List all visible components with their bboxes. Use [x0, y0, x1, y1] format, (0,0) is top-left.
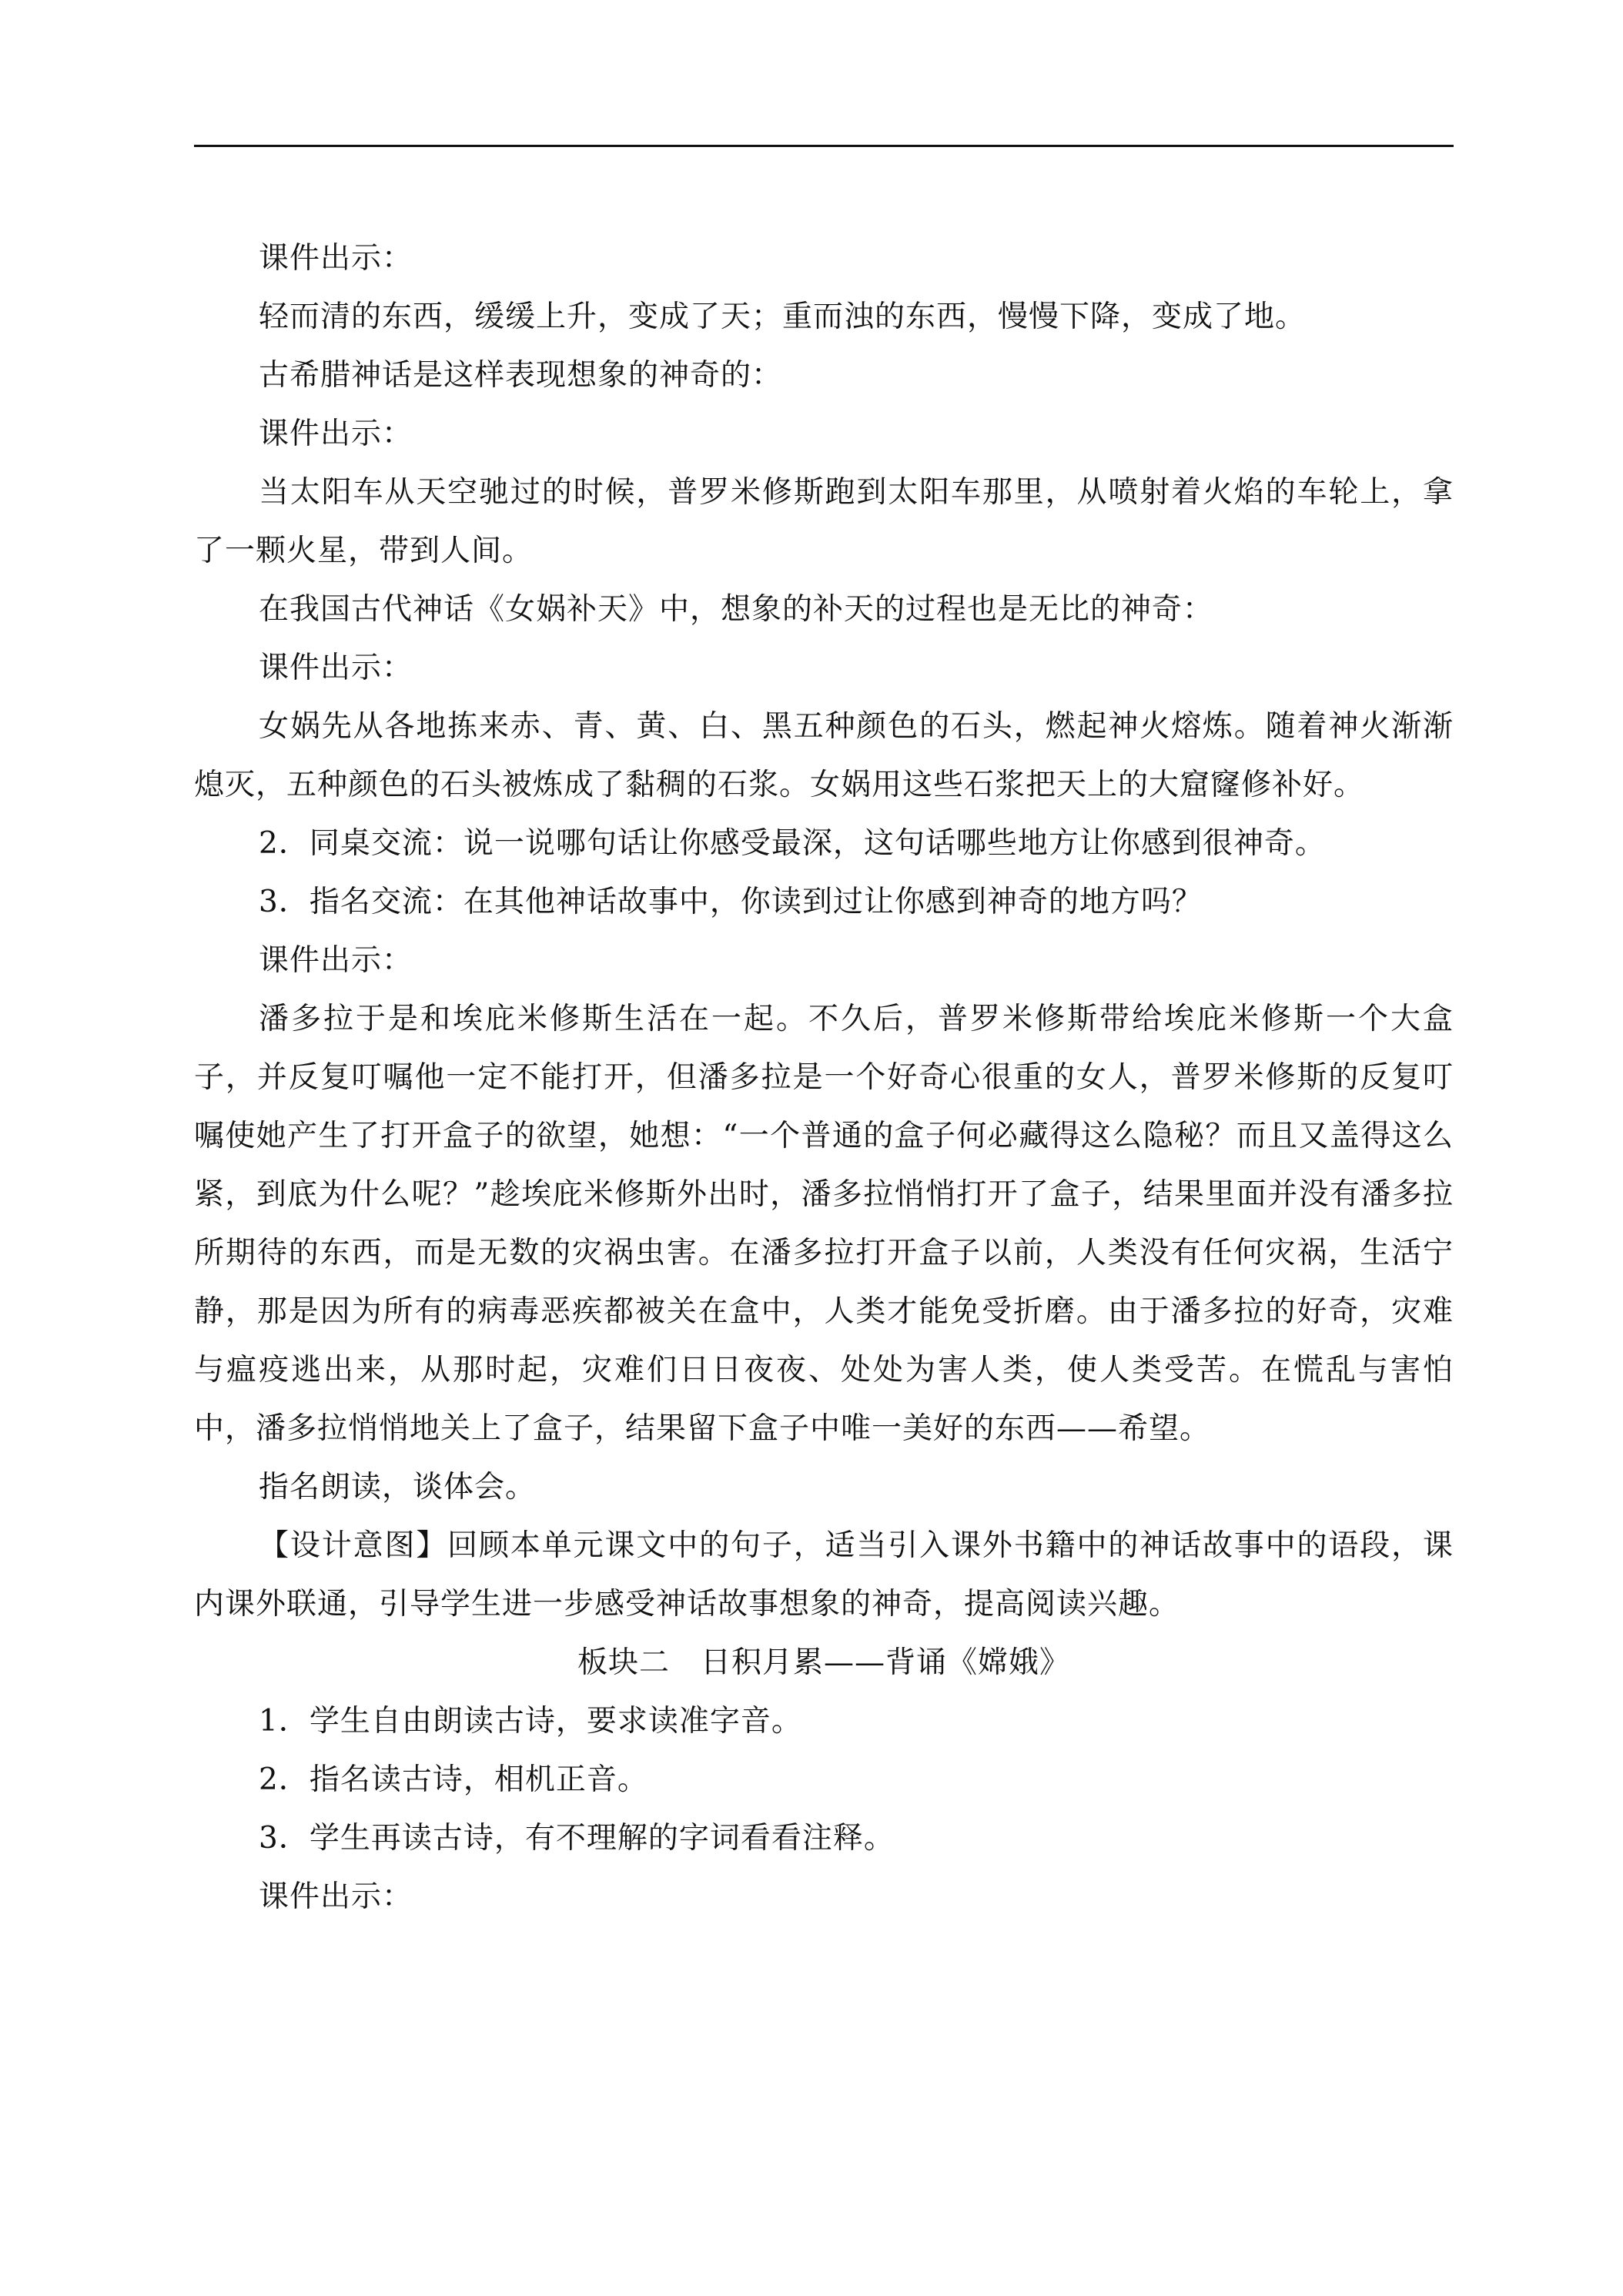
- header-rule: [194, 145, 1454, 147]
- paragraph: 课件出示：: [259, 241, 413, 276]
- document-body: [194, 229, 1454, 1926]
- paragraph: 3．学生再读古诗，有不理解的字词看看注释。: [259, 1821, 895, 1856]
- paragraph: 潘多拉于是和埃庇米修斯生活在一起。不久后，普罗米修斯带给埃庇米修斯一个大盒子，并反复叮嘱他一定不能打开，但潘多拉是一个好奇心很重的女人，普罗米修斯的反复叮嘱使她产生了打开盒子的欲望，她想：“一个普通的盒子何必藏得这么隐秘？而且又盖得这么紧，到底为什么呢？”趁埃庇米修斯外出时，潘多拉悄悄打开了盒子，结果里面并没有潘多拉所期待的东西，而是无数的灾祸虫害。在潘多拉打开盒子以前，人类没有任何灾祸，生活宁静，那是因为所有的病毒恶疾都被关在盒中，人类才能免受折磨。由于潘多拉的好奇，灾难与瘟疫逃出来，从那时起，灾难们日日夜夜、处处为害人类，使人类受苦。在慌乱与害怕中，潘多拉悄悄地关上了盒子，结果留下盒子中唯一美好的东西——希望。: [194, 1002, 1454, 1446]
- paragraph: 课件出示：: [259, 417, 413, 451]
- paragraph: 课件出示：: [259, 1879, 413, 1914]
- section-heading: 板块二 日积月累——背诵《嫦娥》: [577, 1645, 1070, 1680]
- paragraph: 当太阳车从天空驰过的时候，普罗米修斯跑到太阳车那里，从喷射着火焰的车轮上，拿了一颗火星，带到人间。: [194, 475, 1454, 568]
- paragraph: 2．指名读古诗，相机正音。: [259, 1762, 648, 1797]
- paragraph: 课件出示：: [259, 651, 413, 685]
- paragraph: 指名朗读，谈体会。: [259, 1470, 537, 1504]
- design-intent-paragraph: 【设计意图】回顾本单元课文中的句子，适当引入课外书籍中的神话故事中的语段，课内课外联通，引导学生进一步感受神话故事想象的神奇，提高阅读兴趣。: [194, 1528, 1454, 1622]
- paragraph: 古希腊神话是这样表现想象的神奇的：: [259, 358, 783, 393]
- paragraph: 女娲先从各地拣来赤、青、黄、白、黑五种颜色的石头，燃起神火熔炼。随着神火渐渐熄灭，五种颜色的石头被炼成了黏稠的石浆。女娲用这些石浆把天上的大窟窿修补好。: [194, 709, 1454, 802]
- paragraph: 2．同桌交流：说一说哪句话让你感受最深，这句话哪些地方让你感到很神奇。: [259, 826, 1326, 861]
- paragraph: 1．学生自由朗读古诗，要求读准字音。: [259, 1704, 802, 1739]
- paragraph: 课件出示：: [259, 943, 413, 978]
- paragraph: 轻而清的东西，缓缓上升，变成了天；重而浊的东西，慢慢下降，变成了地。: [259, 300, 1307, 334]
- paragraph: 3．指名交流：在其他神话故事中，你读到过让你感到神奇的地方吗？: [259, 885, 1203, 919]
- paragraph: 在我国古代神话《女娲补天》中，想象的补天的过程也是无比的神奇：: [259, 592, 1214, 627]
